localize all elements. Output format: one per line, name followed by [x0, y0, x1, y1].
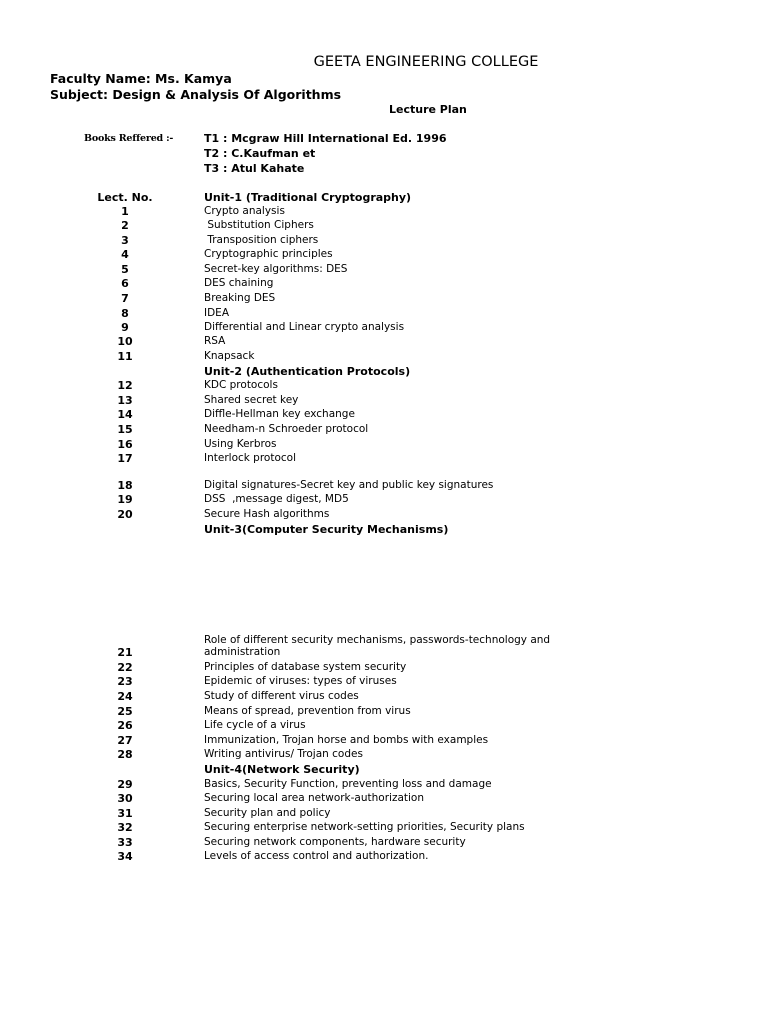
lecture-number: 34: [117, 850, 133, 863]
lecture-number: 28: [117, 748, 133, 761]
lecture-number: 25: [117, 705, 133, 718]
lecture-number: 12: [117, 379, 133, 392]
lecture-topic: Role of different security mechanisms, passwords-technology and: [204, 634, 551, 646]
lecture-topic: Differential and Linear crypto analysis: [204, 321, 405, 333]
lecture-number: 20: [117, 508, 133, 521]
lecture-number: 23: [117, 675, 133, 688]
book-t1: T1 : Mcgraw Hill International Ed. 1996: [204, 132, 447, 145]
lecture-topic: Basics, Security Function, preventing loss and damage: [204, 778, 492, 790]
unit-4-heading: Unit-4(Network Security): [204, 763, 360, 776]
lecture-topic: Using Kerbros: [204, 438, 277, 450]
lecture-topic: Security plan and policy: [204, 807, 331, 819]
lecture-topic: KDC protocols: [204, 379, 278, 391]
lect-no-header: Lect. No.: [97, 191, 153, 204]
lecture-number: 32: [117, 821, 133, 834]
lecture-topic: Digital signatures-Secret key and public key signatures: [204, 479, 494, 491]
lecture-number: 3: [121, 234, 129, 247]
lecture-topic: Knapsack: [204, 350, 255, 362]
lecture-topic: Diffle-Hellman key exchange: [204, 408, 355, 420]
book-t2: T2 : C.Kaufman et: [204, 147, 316, 160]
lecture-topic: DSS ,message digest, MD5: [204, 493, 349, 505]
lecture-topic: Epidemic of viruses: types of viruses: [204, 675, 397, 687]
lecture-number: 31: [117, 807, 133, 820]
lecture-number: 13: [117, 394, 133, 407]
lecture-number: 21: [117, 646, 133, 659]
lecture-topic: Life cycle of a virus: [204, 719, 306, 731]
lecture-number: 24: [117, 690, 133, 703]
lecture-topic-continued: administration: [204, 646, 281, 658]
book-t3: T3 : Atul Kahate: [204, 162, 305, 175]
lecture-number: 10: [117, 335, 133, 348]
lecture-topic: Securing enterprise network-setting priorities, Security plans: [204, 821, 525, 833]
lecture-topic: Study of different virus codes: [204, 690, 359, 702]
lecture-topic: Principles of database system security: [204, 661, 407, 673]
lecture-number: 30: [117, 792, 133, 805]
lecture-topic: Crypto analysis: [204, 205, 285, 217]
lecture-number: 22: [117, 661, 133, 674]
lecture-number: 7: [121, 292, 129, 305]
lecture-number: 5: [121, 263, 129, 276]
faculty-name: Faculty Name: Ms. Kamya: [50, 71, 232, 86]
lecture-topic: Secret-key algorithms: DES: [204, 263, 348, 275]
unit-3-heading: Unit-3(Computer Security Mechanisms): [204, 523, 449, 536]
lecture-topic: Means of spread, prevention from virus: [204, 705, 411, 717]
lecture-number: 27: [117, 734, 133, 747]
lecture-number: 1: [121, 205, 129, 218]
lecture-topic: DES chaining: [204, 277, 274, 289]
college-title: GEETA ENGINEERING COLLEGE: [313, 54, 539, 70]
lecture-number: 4: [121, 248, 129, 261]
lecture-number: 14: [117, 408, 133, 421]
lecture-topic: Writing antivirus/ Trojan codes: [204, 748, 363, 760]
lecture-topic: Secure Hash algorithms: [204, 508, 330, 520]
lecture-number: 9: [121, 321, 129, 334]
lecture-topic: Securing network components, hardware security: [204, 836, 466, 848]
lecture-number: 29: [117, 778, 133, 791]
lecture-topic: Shared secret key: [204, 394, 299, 406]
lecture-topic: Securing local area network-authorization: [204, 792, 425, 804]
lecture-plan-title: Lecture Plan: [389, 103, 467, 116]
lecture-topic: Needham-n Schroeder protocol: [204, 423, 369, 435]
lecture-topic: RSA: [204, 335, 226, 347]
lecture-number: 17: [117, 452, 133, 465]
lecture-topic: Substitution Ciphers: [204, 219, 314, 231]
lecture-topic: Levels of access control and authorization.: [204, 850, 429, 862]
lecture-number: 19: [117, 493, 133, 506]
lecture-number: 16: [117, 438, 133, 451]
lecture-number: 2: [121, 219, 129, 232]
subject-name: Subject: Design & Analysis Of Algorithms: [50, 87, 342, 102]
lecture-topic: Immunization, Trojan horse and bombs with examples: [204, 734, 489, 746]
unit-2-heading: Unit-2 (Authentication Protocols): [204, 365, 411, 378]
lecture-number: 26: [117, 719, 133, 732]
lecture-number: 8: [121, 307, 129, 320]
lecture-topic: IDEA: [204, 307, 229, 319]
lecture-topic: Transposition ciphers: [204, 234, 319, 246]
books-label: Books Reffered :-: [84, 133, 174, 144]
lecture-number: 15: [117, 423, 133, 436]
lecture-number: 33: [117, 836, 133, 849]
lecture-topic: Breaking DES: [204, 292, 276, 304]
lecture-number: 11: [117, 350, 133, 363]
unit-1-heading: Unit-1 (Traditional Cryptography): [204, 191, 412, 204]
lecture-number: 6: [121, 277, 129, 290]
lecture-topic: Cryptographic principles: [204, 248, 333, 260]
lecture-number: 18: [117, 479, 133, 492]
lecture-topic: Interlock protocol: [204, 452, 297, 464]
